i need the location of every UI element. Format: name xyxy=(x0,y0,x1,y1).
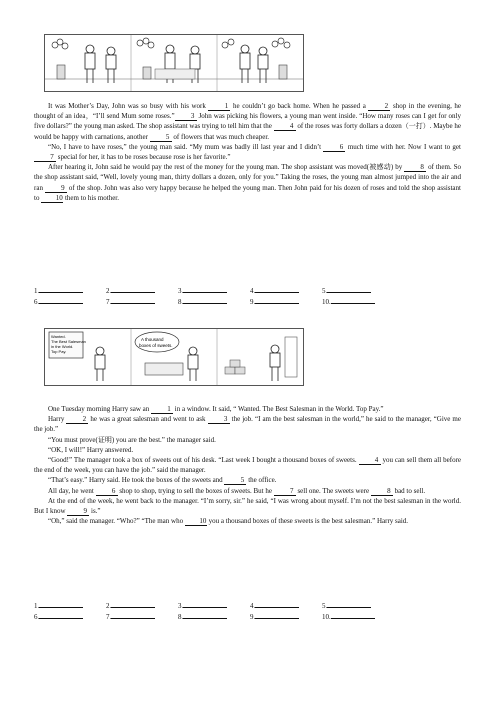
comic-strip-flower-shop xyxy=(44,34,304,92)
answer-slot[interactable]: 3. xyxy=(178,286,250,297)
passage-1-paragraph-2: “No, I have to have roses,” the young man said. “My mum was badly ill last year and I didn’t 6 much time with her. Now I want to get 7 special for her, it has to be roses because rose is her favorite.” xyxy=(34,142,461,162)
passage-2-paragraph-1: One Tuesday morning Harry saw an 1 in a window. It said, “ Wanted. The Best Salesman in the World. Top Pay.” xyxy=(48,405,384,413)
sign-line-4: Top Pay. xyxy=(51,349,67,354)
flower-shop-illustration xyxy=(45,35,303,91)
blank-5[interactable]: 5 xyxy=(150,133,172,142)
answer-slot[interactable]: 1. xyxy=(34,601,106,612)
blank-7[interactable]: 7 xyxy=(34,153,56,162)
blank-4[interactable]: 4 xyxy=(359,456,381,465)
blank-9[interactable]: 9 xyxy=(45,184,67,193)
answer-slot[interactable]: 1. xyxy=(34,286,106,297)
passage-1-paragraph-3: After hearing it, John said he would pay the rest of the money for the young man. The shop assistant was moved(被感动) by 8 of them. So the shop assistant said, “Well, lovely young man, thirty dollars a dozen, only for you.” Taking the roses, the young man almost jumped into the air and ran 9 of the shop. John was also very happy because he helped the young man. Then John paid for his dozen of roses and told the shop assistant to 10 them to his mother. xyxy=(34,163,461,202)
answer-slot[interactable]: 4. xyxy=(250,601,322,612)
blank-5[interactable]: 5 xyxy=(224,476,246,485)
passage-2-paragraph-9: “Oh,” said the manager. “Who?” “The man who 10 you a thousand boxes of these sweets is the best salesman.” Harry said. xyxy=(48,517,409,526)
passage-2-paragraph-6: “That’s easy.” Harry said. He took the boxes of the sweets and 5 the office. xyxy=(48,476,277,485)
answer-slot[interactable]: 2. xyxy=(106,601,178,612)
answer-slot[interactable]: 8. xyxy=(178,297,250,308)
answer-slot[interactable]: 9. xyxy=(250,297,322,308)
sign-line-3: in the World. xyxy=(51,344,74,349)
blank-8[interactable]: 8 xyxy=(404,163,426,172)
answer-slot[interactable]: 6. xyxy=(34,297,106,308)
comic-strip-salesman xyxy=(44,328,304,386)
bubble-line-2: boxes of sweets. xyxy=(139,343,173,348)
blank-6[interactable]: 6 xyxy=(323,143,345,152)
answer-slot[interactable]: 5. xyxy=(322,286,394,297)
answer-slot[interactable]: 7. xyxy=(106,297,178,308)
bubble-line-1: A thousand xyxy=(141,337,164,342)
blank-7[interactable]: 7 xyxy=(274,487,296,496)
answer-slot[interactable]: 9. xyxy=(250,612,322,623)
passage-2-paragraph-5: “Good!” The manager took a box of sweets out of his desk. “Last week I bought a thousand boxes of sweets. 4 you can sell them all before the end of the week, you can have the job.” said the manager. xyxy=(34,456,462,475)
answer-lines-1 xyxy=(34,286,394,307)
answer-slot[interactable]: 10. xyxy=(322,297,394,308)
blank-10[interactable]: 10 xyxy=(185,517,207,526)
answer-slot[interactable]: 8. xyxy=(178,612,250,623)
answer-slot[interactable]: 6. xyxy=(34,612,106,623)
sign-line-2: The Best Salesman xyxy=(51,339,86,344)
answer-slot[interactable]: 2. xyxy=(106,286,178,297)
blank-1[interactable]: 1 xyxy=(151,405,173,414)
blank-9[interactable]: 9 xyxy=(67,507,89,516)
answer-slot[interactable]: 4. xyxy=(250,286,322,297)
passage-1-paragraph-1: It was Mother’s Day, John was so busy with his work 1 he couldn’t go back home. When he passed a 2 shop in the evening, he thought of an idea，“I’ll send Mum some roses.” 3 John was picking his flowers, a young man went inside. “How many roses can I get for only five dollars?” the young man asked. The shop assistant was trying to tell him that the 4 of the roses was forty dollars a dozen（一打）. Maybe he would be happy with carnations, another 5 of flowers that was much cheaper. xyxy=(34,102,462,141)
blank-3[interactable]: 3 xyxy=(175,112,197,121)
blank-1[interactable]: 1 xyxy=(208,102,230,111)
blank-10[interactable]: 10 xyxy=(41,194,63,203)
sign-line-1: Wanted. xyxy=(51,334,66,339)
passage-2-paragraph-8: At the end of the week, he went back to the manager. “I’m sorry, sir.” he said, “I was wrong about myself. I’m not the best salesman in the world. But I know 9 is.” xyxy=(34,496,461,516)
answer-slot[interactable]: 5. xyxy=(322,601,394,612)
passage-2 xyxy=(34,404,461,526)
salesman-illustration xyxy=(45,329,303,385)
blank-8[interactable]: 8 xyxy=(371,487,393,496)
passage-2-paragraph-4: “OK, I will!” Harry answered. xyxy=(48,445,134,454)
answer-slot[interactable]: 10. xyxy=(322,612,394,623)
passage-2-paragraph-2: Harry 2 he was a great salesman and went to ask 3 the job. “I am the best salesman in the world,” he said to the manager, “Give me the job.” xyxy=(34,415,461,434)
answer-slot[interactable]: 3. xyxy=(178,601,250,612)
blank-6[interactable]: 6 xyxy=(96,487,118,496)
blank-2[interactable]: 2 xyxy=(368,102,390,111)
blank-3[interactable]: 3 xyxy=(208,415,230,424)
passage-2-paragraph-3: “You must prove(证明) you are the best.” the manager said. xyxy=(48,435,216,444)
answer-lines-2 xyxy=(34,601,394,622)
blank-4[interactable]: 4 xyxy=(274,122,296,131)
passage-2-paragraph-7: All day, he went 6 shop to shop, trying to sell the boxes of sweets. But he 7 sell one. The sweets were 8 bad to sell. xyxy=(48,486,426,495)
answer-slot[interactable]: 7. xyxy=(106,612,178,623)
blank-2[interactable]: 2 xyxy=(66,415,88,424)
passage-1 xyxy=(34,101,461,203)
